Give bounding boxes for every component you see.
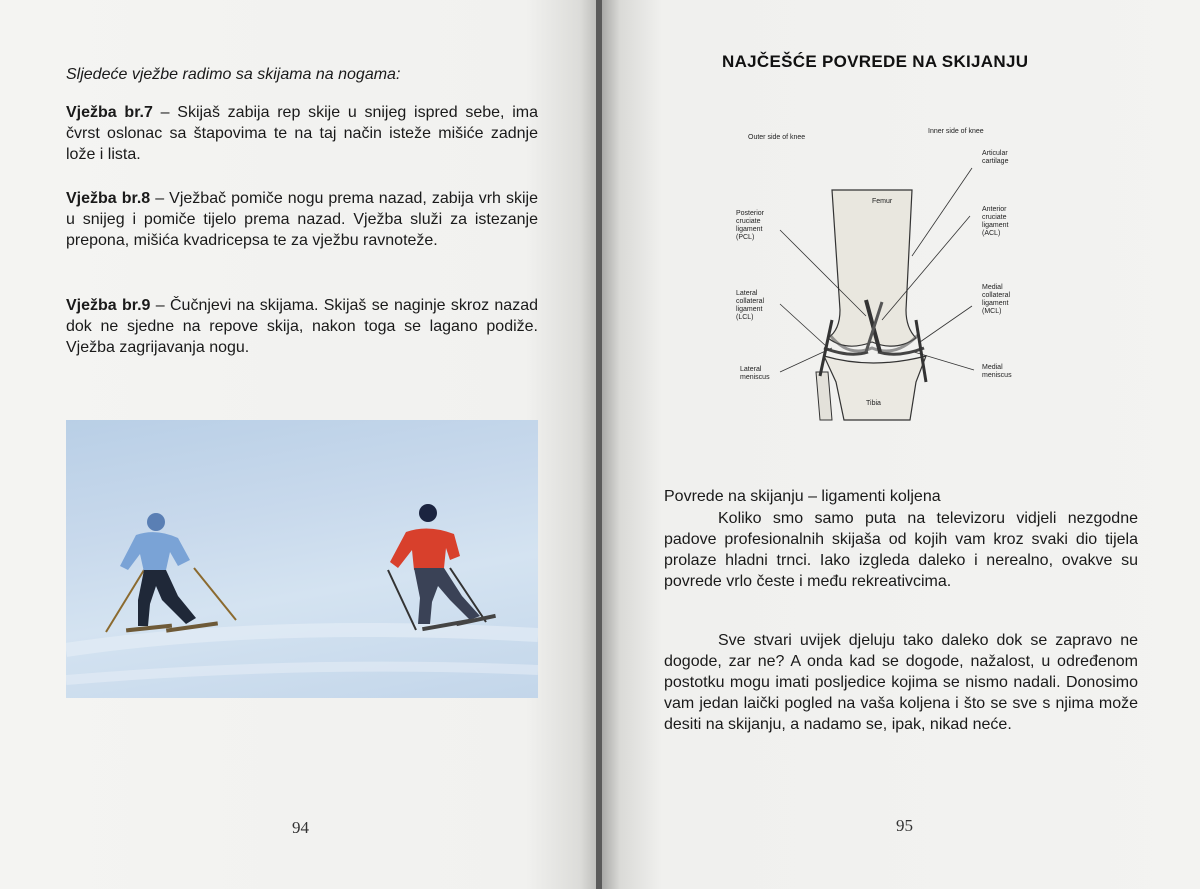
label-femur: Femur — [872, 198, 893, 205]
exercise-8 — [66, 188, 538, 251]
knee-diagram — [720, 120, 1030, 440]
intro-text: Sljedeće vježbe radimo sa skijama na nogama: — [66, 66, 401, 83]
exercise-9-text: – Čučnjevi na skijama. Skijaš se naginje skroz nazad dok ne sjedne na repove skija, nakon toga se lagano podiže. Vježba zagrijavanja nogu. — [66, 297, 539, 356]
exercise-9-name: Vježba br.9 — [66, 297, 151, 314]
page-number-right: 95 — [896, 816, 913, 835]
skier-red — [388, 504, 496, 631]
page-title: NAJČEŠĆE POVREDE NA SKIJANJU — [722, 52, 1029, 71]
section-subtitle: Povrede na skijanju – ligamenti koljena — [664, 488, 941, 505]
left-page — [0, 0, 598, 889]
label-articular-cartilage: Articular cartilage — [982, 150, 1009, 165]
label-medial-meniscus: Medial meniscus — [982, 364, 1012, 379]
exercise-8-text: – Vježbač pomiče nogu prema nazad, zabija vrh skije u snijeg i pomiče tijelo prema nazad. Vježba služi za istezanje prepona, mišića kvadricepsa te za vježbu ravnoteže. — [66, 190, 539, 249]
label-lcl: Lateral collateral ligament (LCL) — [736, 290, 765, 321]
label-tibia: Tibia — [866, 400, 881, 407]
exercise-7-text: – Skijaš zabija rep skije u snijeg ispred sebe, ima čvrst oslonac sa štapovima te na taj način isteže mišiće zadnje lože i lista. — [66, 104, 539, 163]
label-lateral-meniscus: Lateral meniscus — [740, 366, 770, 381]
paragraph-2: Sve stvari uvijek djeluju tako daleko dok se zapravo ne dogode, zar ne? A onda kad se dogode, nažalost, u određenom postotku mogu imati posljedice kojima se nismo nadali. Donosimo vam jedan laički pogled na vaša koljena i što se sve s njima može desiti na skijanju, a nadamo se, ipak, nikad neće. — [664, 632, 1138, 733]
label-inner-side: Inner side of knee — [928, 128, 984, 135]
label-outer-side: Outer side of knee — [748, 134, 806, 141]
skier-blue — [106, 513, 236, 633]
exercise-7-name: Vježba br.7 — [66, 104, 153, 121]
label-mcl: Medial collateral ligament (MCL) — [982, 284, 1011, 315]
exercise-8-name: Vježba br.8 — [66, 190, 151, 207]
exercise-9 — [66, 295, 538, 358]
exercise-7 — [66, 102, 538, 165]
label-pcl: Posterior cruciate ligament (PCL) — [736, 210, 765, 241]
label-acl: Anterior cruciate ligament (ACL) — [982, 206, 1009, 237]
skiers-photo — [66, 420, 538, 698]
paragraph-1: Koliko smo samo puta na televizoru vidjeli nezgodne padove profesionalnih skijaša od kojih vam kroz svaki dio tijela prolaze hladni trnci. Iako izgleda daleko i nerealno, ovakve su povrede vrlo česte i među rekreativcima. — [664, 510, 1138, 590]
page-number-left: 94 — [292, 818, 309, 837]
